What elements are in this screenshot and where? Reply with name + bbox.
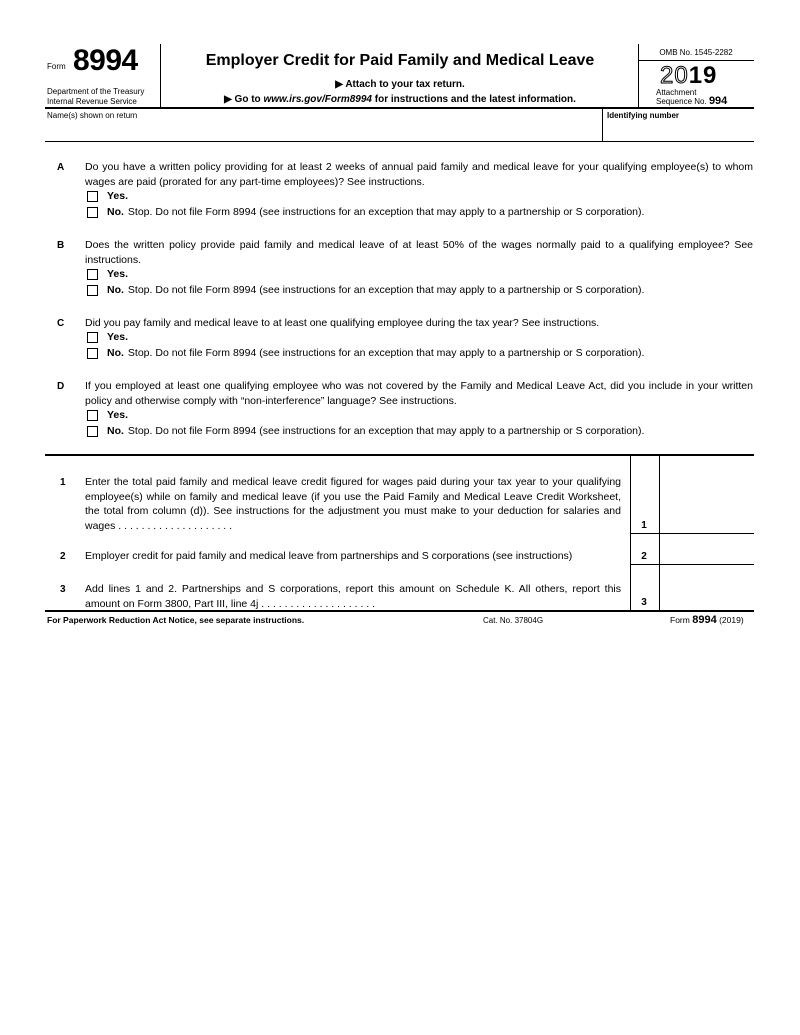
no-instruction: Stop. Do not file Form 8994 (see instructions for an exception that may apply to a partnership or S corporation). bbox=[127, 206, 645, 218]
no-instruction: Stop. Do not file Form 8994 (see instructions for an exception that may apply to a partnership or S corporation). bbox=[127, 347, 645, 359]
line-2-box-label: 2 bbox=[641, 551, 647, 562]
attachment-sequence bbox=[656, 88, 727, 106]
omb-number: OMB No. 1545-2282 bbox=[659, 48, 733, 57]
line-3-text bbox=[85, 582, 621, 611]
header-bottom-rule bbox=[45, 107, 754, 109]
question-d-no-checkbox[interactable] bbox=[87, 426, 98, 437]
question-b-no-checkbox[interactable] bbox=[87, 285, 98, 296]
name-input[interactable] bbox=[45, 120, 601, 140]
form-title: Employer Credit for Paid Family and Medical Leave bbox=[205, 52, 595, 69]
question-c-no-checkbox[interactable] bbox=[87, 348, 98, 359]
yes-label: Yes. bbox=[107, 268, 129, 280]
question-c-yes-checkbox[interactable] bbox=[87, 332, 98, 343]
tax-year bbox=[660, 62, 717, 90]
question-a-yes[interactable] bbox=[87, 190, 132, 202]
line-3-dots: . . . . . . . . . . . . . . . . . . . . bbox=[261, 597, 376, 610]
no-instruction: Stop. Do not file Form 8994 (see instructions for an exception that may apply to a partnership or S corporation). bbox=[127, 284, 645, 296]
yes-label: Yes. bbox=[107, 190, 129, 202]
no-label: No. bbox=[107, 425, 124, 437]
question-d-text: If you employed at least one qualifying employee who was not covered by the Family and Medical Leave Act, did you include in your written policy and otherwise comply with “non-interference” language? See instructions. bbox=[85, 380, 753, 407]
department-name bbox=[47, 87, 144, 107]
form-label: Form bbox=[47, 62, 66, 71]
question-c-text: Did you pay family and medical leave to at least one qualifying employee during the tax year? See instructions. bbox=[85, 317, 600, 329]
attachment-label: Attachment bbox=[656, 88, 697, 97]
footer-year: (2019) bbox=[719, 615, 744, 625]
tax-year-bold: 19 bbox=[688, 62, 718, 89]
question-b-letter: B bbox=[57, 240, 65, 251]
question-b-yes[interactable] bbox=[87, 268, 132, 280]
question-c-letter: C bbox=[57, 318, 65, 329]
name-row-bottom-rule bbox=[45, 141, 754, 142]
question-a-text: Do you have a written policy providing for at least 2 weeks of annual paid family and medical leave for your qualifying employee(s) to whom wages are paid (prorated for any part-time employees)? See instructions. bbox=[85, 161, 753, 188]
identifying-number-input[interactable] bbox=[605, 122, 753, 140]
catalog-number: Cat. No. 37804G bbox=[483, 616, 544, 625]
id-divider bbox=[602, 108, 603, 141]
line-3-box-label: 3 bbox=[641, 597, 647, 608]
question-d-yes[interactable] bbox=[87, 409, 132, 421]
header-divider-right bbox=[638, 44, 639, 107]
question-b-yes-checkbox[interactable] bbox=[87, 269, 98, 280]
line-1-box-label: 1 bbox=[641, 520, 647, 531]
goto-suffix: for instructions and the latest information. bbox=[372, 94, 576, 105]
no-label: No. bbox=[107, 206, 124, 218]
question-c-yes[interactable] bbox=[87, 331, 132, 343]
no-label: No. bbox=[107, 347, 124, 359]
question-a-yes-checkbox[interactable] bbox=[87, 191, 98, 202]
line-1-amount-input[interactable] bbox=[661, 458, 753, 532]
line-1-dots: . . . . . . . . . . . . . . . . . . . . bbox=[118, 519, 233, 532]
line-1-description: Enter the total paid family and medical leave credit figured for wages paid during your tax year to your qualifying employee(s) while on family and medical leave (if you use the Paid Family and Medical Leave Credit Worksheet, the total from column (d)). See instructions for the adjustment you must make to your deduction for salaries and wages bbox=[85, 476, 621, 532]
line-2-bottom-rule bbox=[630, 564, 754, 565]
question-c-no[interactable] bbox=[87, 347, 644, 359]
tax-year-outline: 20 bbox=[660, 62, 689, 89]
question-b-no[interactable] bbox=[87, 284, 644, 296]
goto-instruction bbox=[180, 94, 620, 105]
yes-label: Yes. bbox=[107, 331, 129, 343]
line-1-bottom-rule bbox=[630, 533, 754, 534]
line-2-amount-input[interactable] bbox=[661, 535, 753, 563]
lines-top-rule bbox=[45, 454, 754, 456]
attach-instruction: ▶ Attach to your tax return. bbox=[335, 79, 465, 90]
identifying-number-label: Identifying number bbox=[607, 111, 679, 120]
instructions-url[interactable]: www.irs.gov/Form8994 bbox=[263, 94, 372, 105]
no-instruction: Stop. Do not file Form 8994 (see instructions for an exception that may apply to a partnership or S corporation). bbox=[127, 425, 645, 437]
line-2-number: 2 bbox=[60, 551, 66, 562]
question-b-text: Does the written policy provide paid family and medical leave of at least 50% of the wages normally paid to a qualifying employee? See instructions. bbox=[85, 239, 753, 266]
question-d-yes-checkbox[interactable] bbox=[87, 410, 98, 421]
department-line-1: Department of the Treasury bbox=[47, 87, 145, 96]
question-d-letter: D bbox=[57, 381, 65, 392]
line-3-amount-input[interactable] bbox=[661, 566, 753, 610]
sequence-label: Sequence No. bbox=[656, 97, 707, 106]
question-d-no[interactable] bbox=[87, 425, 644, 437]
department-line-2: Internal Revenue Service bbox=[47, 97, 137, 106]
omb-divider bbox=[638, 60, 754, 61]
footer-form-number: 8994 bbox=[692, 614, 717, 626]
question-a-letter: A bbox=[57, 162, 65, 173]
form-number: 8994 bbox=[73, 44, 138, 77]
question-a-no-checkbox[interactable] bbox=[87, 207, 98, 218]
footer-form-id bbox=[670, 614, 744, 626]
line-2-text bbox=[85, 549, 630, 564]
goto-prefix: ▶ Go to bbox=[224, 94, 264, 105]
line-3-number: 3 bbox=[60, 584, 66, 595]
footer-form-word: Form bbox=[670, 615, 690, 625]
name-field-label: Name(s) shown on return bbox=[47, 111, 138, 120]
sequence-number: 994 bbox=[708, 95, 728, 107]
line-1-text bbox=[85, 475, 621, 533]
header-divider-left bbox=[160, 44, 161, 107]
line-1-number: 1 bbox=[60, 477, 66, 488]
yes-label: Yes. bbox=[107, 409, 129, 421]
line-3-description: Add lines 1 and 2. Partnerships and S corporations, report this amount on Schedule K. All others, report this amount on Form 3800, Part III, line 4j bbox=[85, 583, 621, 610]
paperwork-notice: For Paperwork Reduction Act Notice, see separate instructions. bbox=[47, 615, 305, 625]
lines-bottom-rule bbox=[45, 610, 754, 612]
question-a-no[interactable] bbox=[87, 206, 644, 218]
line-2-description: Employer credit for paid family and medical leave from partnerships and S corporations (see instructions) bbox=[85, 550, 573, 562]
no-label: No. bbox=[107, 284, 124, 296]
